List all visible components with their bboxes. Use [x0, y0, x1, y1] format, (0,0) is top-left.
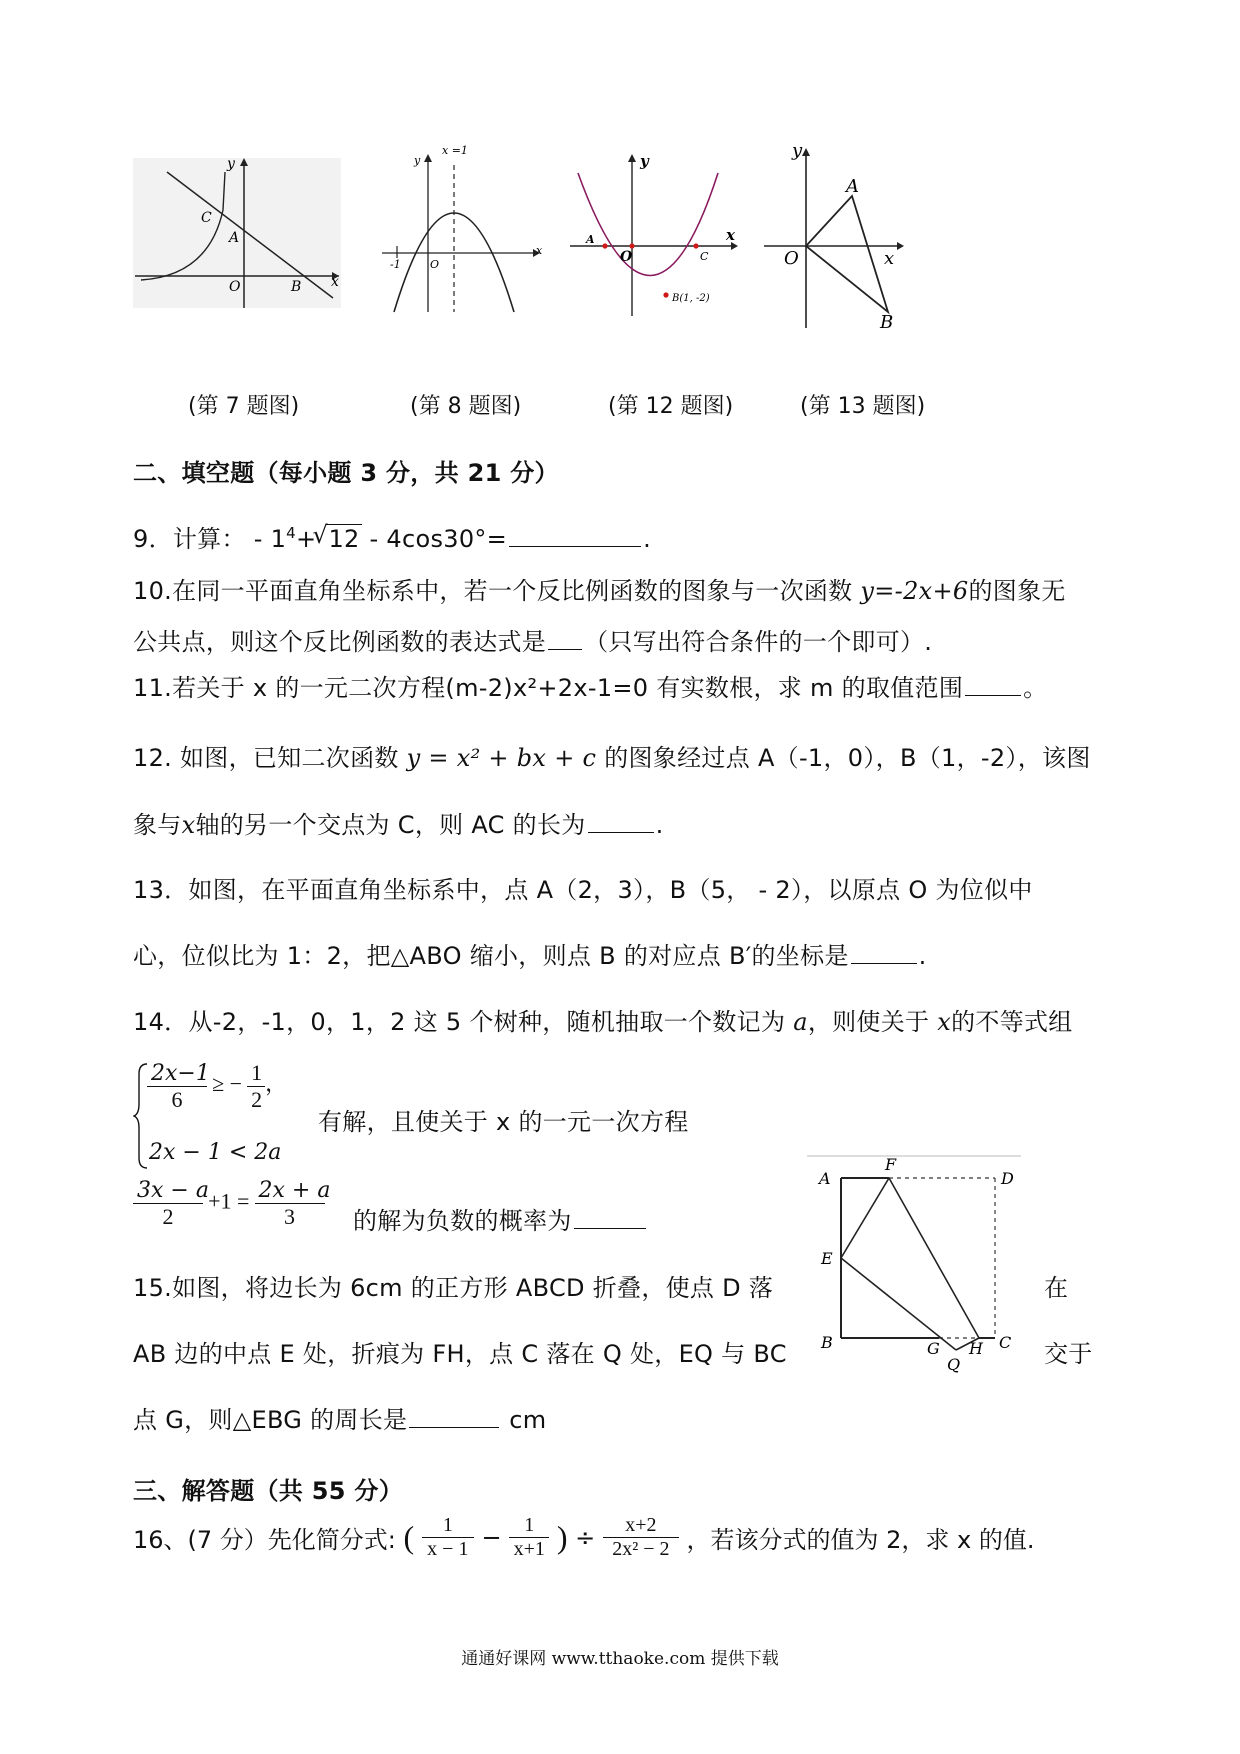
q12-text-a: 12. 如图，已知二次函数	[133, 744, 407, 772]
q14-eq-rden: 3	[284, 1204, 296, 1229]
fig15-b-label: B	[821, 1333, 833, 1352]
q14-text-a: 14．从-2，-1，0，1，2 这 5 个树种，随机抽取一个数记为	[133, 1008, 794, 1036]
q12-answer-blank[interactable]	[588, 810, 654, 833]
figure-12-caption: (第 12 题图)	[608, 394, 734, 419]
q14-sys1-mid: ≥ −	[212, 1071, 243, 1096]
right-paren-icon: )	[556, 1519, 568, 1555]
q16-frac-3	[603, 1514, 679, 1561]
q14-x-var: x	[937, 1008, 952, 1036]
q10-text-a: 10.在同一平面直角坐标系中，若一个反比例函数的图象与一次函数	[133, 577, 861, 605]
figure-12-graph	[568, 148, 743, 318]
fig12-point-o	[629, 243, 634, 248]
question-13-line-1: 13．如图，在平面直角坐标系中，点 A（2，3），B（5， - 2），以原点 O 为位似中	[133, 876, 1033, 904]
q12-text-b: 的图象经过点 A（-1，0），B（1，-2），该图	[596, 744, 1091, 772]
q14-eq-lden: 2	[162, 1204, 174, 1229]
q10-text-c: 公共点，则这个反比例函数的表达式是	[133, 628, 547, 656]
fig15-e-label: E	[821, 1249, 833, 1268]
q14-sys1-den: 6	[171, 1086, 183, 1112]
q16-frac-1	[422, 1514, 474, 1561]
q9-answer-blank[interactable]	[509, 524, 641, 547]
fig12-x-label: x	[726, 226, 735, 244]
q16-f3-den: 2x² − 2	[612, 1538, 670, 1560]
q14-a-var: a	[793, 1008, 808, 1036]
q14-eq-right-frac	[255, 1178, 331, 1230]
q14-equation	[133, 1178, 331, 1230]
q14-eq-left-frac	[133, 1178, 209, 1230]
question-16	[133, 1514, 1035, 1574]
q10-answer-blank[interactable]	[548, 627, 582, 650]
question-9	[133, 519, 651, 554]
q11-end: 。	[1023, 674, 1048, 702]
question-12-line-1	[133, 738, 1091, 773]
q14-text-d: 的解为负数的概率为	[353, 1207, 572, 1235]
q15-text: 点 G，则△EBG 的周长是	[133, 1406, 408, 1434]
q16-divide: ÷	[575, 1523, 596, 1552]
fig12-point-c	[693, 243, 698, 248]
figure-13-graph	[762, 140, 912, 333]
fig7-a-label: A	[229, 230, 240, 246]
question-10-line-1	[133, 571, 1066, 606]
q15-end: cm	[501, 1406, 547, 1434]
q9-rest: - 4cos30°=	[361, 525, 508, 553]
q14-eq-mid: +1 =	[208, 1188, 250, 1214]
fig7-o-label: O	[229, 279, 241, 295]
fig12-o-label: O	[620, 249, 633, 265]
q12-end: .	[655, 811, 664, 839]
q13-text: 心，位似比为 1：2，把△ABO 缩小，则点 B 的对应点 B′的坐标是	[133, 942, 849, 970]
question-15-line-1: 15.如图，将边长为 6cm 的正方形 ABCD 折叠，使点 D 落	[133, 1274, 774, 1302]
fig12-point-b	[663, 292, 668, 297]
fig8-minus1-label: -1	[390, 258, 401, 271]
q11-answer-blank[interactable]	[965, 673, 1021, 696]
q16-minus: −	[481, 1523, 502, 1552]
fig15-a-label: A	[819, 1169, 831, 1188]
q14-sys1-rnum: 1	[247, 1060, 265, 1087]
question-11	[133, 668, 1047, 703]
question-10-line-2	[133, 622, 932, 657]
q14-eq-rnum: 2x + a	[255, 1178, 325, 1204]
figure-7	[133, 150, 343, 310]
figure-13	[762, 140, 912, 333]
fig15-q-label: Q	[947, 1355, 961, 1374]
q14-text-b: ，则使关于	[807, 1008, 938, 1036]
q14-sys1-rhs	[247, 1060, 265, 1113]
q13-answer-blank[interactable]	[851, 941, 917, 964]
q10-text-b: 的图象无	[968, 577, 1066, 605]
q14-sys1-tail: ，	[265, 1072, 288, 1097]
figure-15-graph	[805, 1150, 1025, 1390]
fig12-point-a	[602, 243, 607, 248]
q9-prefix: 9．计算： - 1	[133, 525, 287, 553]
q14-sys1-frac	[147, 1060, 210, 1113]
q14-inequality-system	[133, 1060, 293, 1170]
q9-plus: +	[296, 525, 317, 553]
question-14-line-1	[133, 1002, 1073, 1037]
question-15-line-2-right: 交于	[1044, 1340, 1093, 1368]
q16-frac-2	[509, 1514, 549, 1561]
question-15-line-3	[133, 1400, 546, 1435]
fig13-y-label: y	[792, 140, 803, 161]
sqrt-icon: √	[312, 521, 329, 549]
fig15-d-label: D	[1001, 1169, 1014, 1188]
figure-7-graph	[133, 150, 343, 310]
q14-answer-blank[interactable]	[574, 1206, 646, 1229]
question-14-line-3	[353, 1201, 648, 1236]
fig8-axis-label: x =1	[442, 144, 468, 157]
question-15-line-1-right: 在	[1044, 1274, 1069, 1302]
q16-tail: ，若该分式的值为 2，求 x 的值.	[686, 1526, 1035, 1554]
q12-expression: y = x² + bx + c	[406, 744, 597, 772]
figure-13-caption: (第 13 题图)	[800, 394, 926, 419]
q9-exponent: 4	[286, 524, 297, 542]
fig12-b-label: B​(1, -2)	[672, 293, 710, 304]
q16-prefix: 16、(7 分）先化简分式:	[133, 1526, 404, 1554]
figure-12	[568, 148, 743, 318]
q16-f2-den: x+1	[513, 1538, 545, 1560]
fig7-y-label: y	[227, 156, 235, 172]
q9-sqrt-arg: 12	[328, 525, 360, 553]
figure-15	[805, 1150, 1025, 1390]
q10-text-d: （只写出符合条件的一个即可）.	[584, 628, 933, 656]
fig12-a-label: A	[586, 233, 595, 246]
fig13-x-label: x	[884, 248, 895, 269]
fig8-x-label: x	[536, 244, 543, 257]
q14-sys1-num: 2x−1	[147, 1061, 207, 1087]
fig15-h-label: H	[969, 1339, 983, 1358]
question-12-line-2	[133, 805, 664, 840]
q14-sys2: 2x − 1 < 2a	[149, 1140, 282, 1165]
q15-answer-blank[interactable]	[409, 1405, 499, 1428]
fig12-c-label: C	[700, 250, 709, 263]
q12-x-var: x	[181, 811, 196, 839]
q16-f1-num: 1	[422, 1514, 474, 1538]
q16-f2-num: 1	[509, 1514, 549, 1538]
figure-8-graph	[380, 140, 550, 315]
q10-expression: y=-2x+6	[860, 577, 969, 605]
q13-end: .	[918, 942, 927, 970]
q14-sys1-rden: 2	[251, 1087, 263, 1112]
figure-8-caption: (第 8 题图)	[410, 394, 522, 419]
fig8-y-label: y	[414, 154, 421, 167]
fig7-x-label: x	[331, 274, 339, 290]
section-3-heading: 三、解答题（共 55 分）	[133, 1477, 404, 1505]
fig13-b-label: B	[880, 312, 894, 333]
q16-f1-den: x − 1	[427, 1538, 469, 1560]
fig12-y-label: y	[640, 152, 649, 170]
q9-sqrt	[312, 521, 361, 553]
fig13-a-label: A	[846, 176, 859, 197]
fig15-g-label: G	[927, 1339, 940, 1358]
figure-8	[380, 140, 550, 315]
fig7-b-label: B	[291, 279, 302, 295]
fig15-f-label: F	[885, 1155, 897, 1174]
question-13-line-2	[133, 936, 927, 971]
question-15-line-2: AB 边的中点 E 处，折痕为 FH，点 C 落在 Q 处，EQ 与 BC	[133, 1340, 787, 1368]
q14-text-c: 的不等式组	[951, 1008, 1073, 1036]
q12-text-d: 轴的另一个交点为 C，则 AC 的长为	[195, 811, 586, 839]
q16-f3-num: x+2	[603, 1514, 679, 1538]
footer: 通通好课网 www.tthaoke.com 提供下载	[461, 1649, 779, 1669]
section-2-heading: 二、填空题（每小题 3 分，共 21 分）	[133, 459, 559, 487]
q11-text: 11.若关于 x 的一元二次方程(m-2)x²+2x-1=0 有实数根，求 m 的取值范围	[133, 674, 964, 702]
fig8-o-label: O	[430, 258, 440, 271]
fig13-o-label: O	[784, 248, 799, 269]
left-paren-icon: (	[403, 1519, 415, 1555]
fig7-c-label: C	[201, 210, 212, 226]
figure-7-caption: (第 7 题图)	[188, 394, 300, 419]
q9-end: .	[643, 525, 652, 553]
fig15-c-label: C	[999, 1333, 1012, 1352]
q14-eq-lnum: 3x − a	[133, 1178, 203, 1204]
question-14-line-2: 有解，且使关于 x 的一元一次方程	[318, 1108, 689, 1136]
q12-text-c: 象与	[133, 811, 182, 839]
